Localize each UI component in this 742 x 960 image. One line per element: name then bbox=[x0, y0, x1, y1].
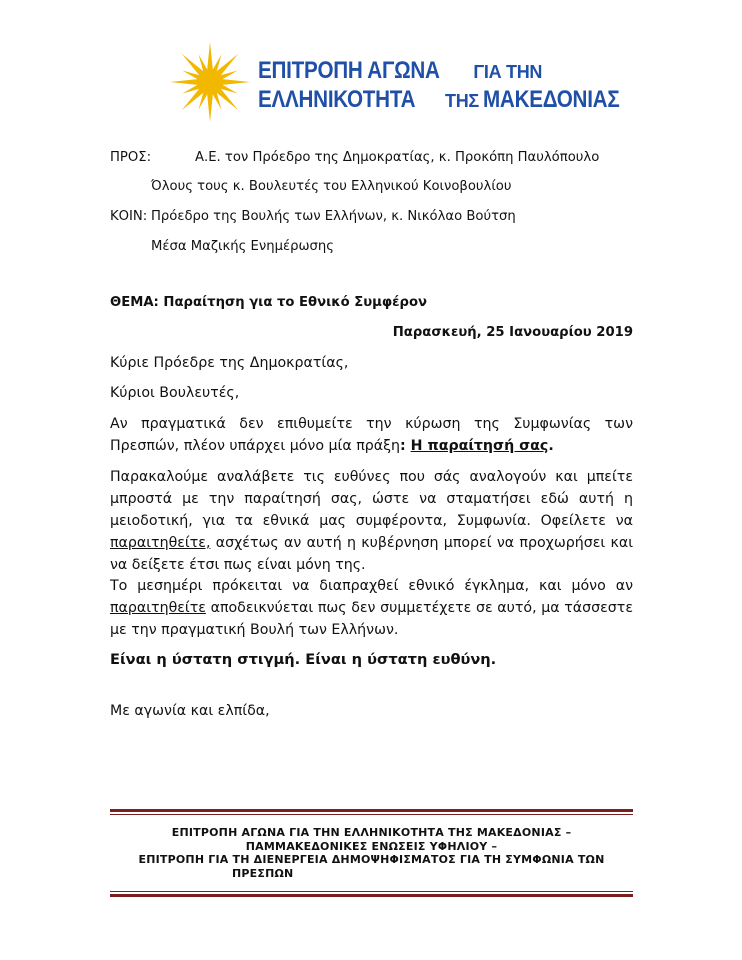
to-recipient-2: Όλους τους κ. Βουλευτές του Ελληνικού Κοινοβουλίου bbox=[151, 179, 512, 194]
sun-ray bbox=[170, 79, 201, 85]
cc-recipient-1: Πρόεδρο της Βουλής των Ελλήνων, κ. Νικόλαο Βούτση bbox=[151, 209, 516, 224]
closing-line: Με αγωνία και ελπίδα, bbox=[110, 703, 270, 719]
footer-rule-bottom-thin bbox=[110, 891, 633, 892]
footer-line-4: ΠΡΕΣΠΩΝ bbox=[232, 866, 294, 880]
paragraph-1-emphasis: Η παραίτησή σας bbox=[410, 438, 549, 454]
paragraph-1-colon: : bbox=[400, 438, 411, 454]
paragraph-1 bbox=[110, 413, 633, 457]
footer-line-3: ΕΠΙΤΡΟΠΗ ΓΙΑ ΤΗ ΔΙΕΝΕΡΓΕΙΑ ΔΗΜΟΨΗΦΙΣΜΑΤΟΣ ΓΙΑ ΤΗ ΣΥΜΦΩΝΙΑ ΤΩΝ bbox=[138, 853, 605, 866]
footer-rule-bottom bbox=[110, 894, 633, 897]
paragraph-2-underlined: παραιτηθείτε, bbox=[110, 535, 211, 551]
subject-line: ΘΕΜΑ: Παραίτηση για το Εθνικό Συμφέρον bbox=[110, 295, 428, 310]
paragraph-4: Είναι η ύστατη στιγμή. Είναι η ύστατη ευθύνη. bbox=[110, 651, 497, 668]
cc-recipient-2: Μέσα Μαζικής Ενημέρωσης bbox=[151, 239, 334, 254]
logo-line2: ΕΛΛΗΝΙΚΟΤΗΤΑ bbox=[258, 86, 416, 113]
paragraph-3-part1: Το μεσημέρι πρόκειται να διαπραχθεί εθνικό έγκλημα, και μόνο αν bbox=[110, 578, 633, 594]
sun-ray bbox=[207, 91, 213, 122]
logo-wordmark bbox=[258, 58, 642, 116]
logo-line2b: ΜΑΚΕΔΟΝΙΑΣ bbox=[483, 86, 620, 113]
sun-ray bbox=[219, 79, 250, 85]
sun-ray bbox=[207, 42, 213, 73]
logo-line1-small: ΓΙΑ ΤΗΝ bbox=[473, 62, 543, 82]
footer-rule-top-thin bbox=[110, 814, 633, 815]
paragraph-2-part2: ασχέτως αν αυτή η κυβέρνηση μπορεί να προχωρήσει και να δείξετε έτσι πως είναι μόνη της. bbox=[110, 535, 633, 573]
footer-line-2: ΠΑΜΜΑΚΕΔΟΝΙΚΕΣ ΕΝΩΣΕΙΣ ΥΦΗΛΙΟΥ – bbox=[245, 839, 498, 853]
paragraph-1-text: Αν πραγματικά δεν επιθυμείτε την κύρωση της Συμφωνίας των Πρεσπών, πλέον υπάρχει μόνο μία πράξη bbox=[110, 416, 633, 454]
footer-block bbox=[110, 826, 633, 880]
logo-line2-small: ΤΗΣ bbox=[445, 91, 479, 111]
paragraph-2-part1: Παρακαλούμε αναλάβετε τις ευθύνες που σάς αναλογούν και μπείτε μπροστά με την παραίτησή σας, ώστε να σταματήσει εδώ αυτή η μειοδοτική, για τα εθνικά μας συμφέροντα, Συμφωνία. Οφείλετε να bbox=[110, 469, 633, 529]
to-recipient-1: Α.Ε. τον Πρόεδρο της Δημοκρατίας, κ. Προκόπη Παυλόπουλο bbox=[195, 150, 600, 165]
paragraph-3-part2: αποδεικνύεται πως δεν συμμετέχετε σε αυτό, μα τάσσεστε με την πραγματική Βουλή των Ελλήνων. bbox=[110, 600, 633, 638]
to-label: ΠΡΟΣ: bbox=[110, 150, 152, 165]
paragraph-3 bbox=[110, 575, 633, 641]
header-logo bbox=[168, 40, 620, 122]
vergina-sun-icon bbox=[168, 40, 252, 124]
letter-date: Παρασκευή, 25 Ιανουαρίου 2019 bbox=[392, 325, 633, 340]
salutation-president: Κύριε Πρόεδρε της Δημοκρατίας, bbox=[110, 355, 349, 371]
salutation-mps: Κύριοι Βουλευτές, bbox=[110, 385, 240, 401]
paragraph-3-underlined: παραιτηθείτε bbox=[110, 600, 206, 616]
footer-line-1: ΕΠΙΤΡΟΠΗ ΑΓΩΝΑ ΓΙΑ ΤΗΝ ΕΛΛΗΝΙΚΟΤΗΤΑ ΤΗΣ ΜΑΚΕΔΟΝΙΑΣ – bbox=[171, 826, 572, 839]
paragraph-2 bbox=[110, 466, 633, 576]
footer-rule-top bbox=[110, 809, 633, 812]
paragraph-1-end: . bbox=[548, 438, 554, 454]
logo-line1: ΕΠΙΤΡΟΠΗ ΑΓΩΝΑ bbox=[258, 57, 440, 84]
cc-label: ΚΟΙΝ: bbox=[110, 209, 148, 224]
